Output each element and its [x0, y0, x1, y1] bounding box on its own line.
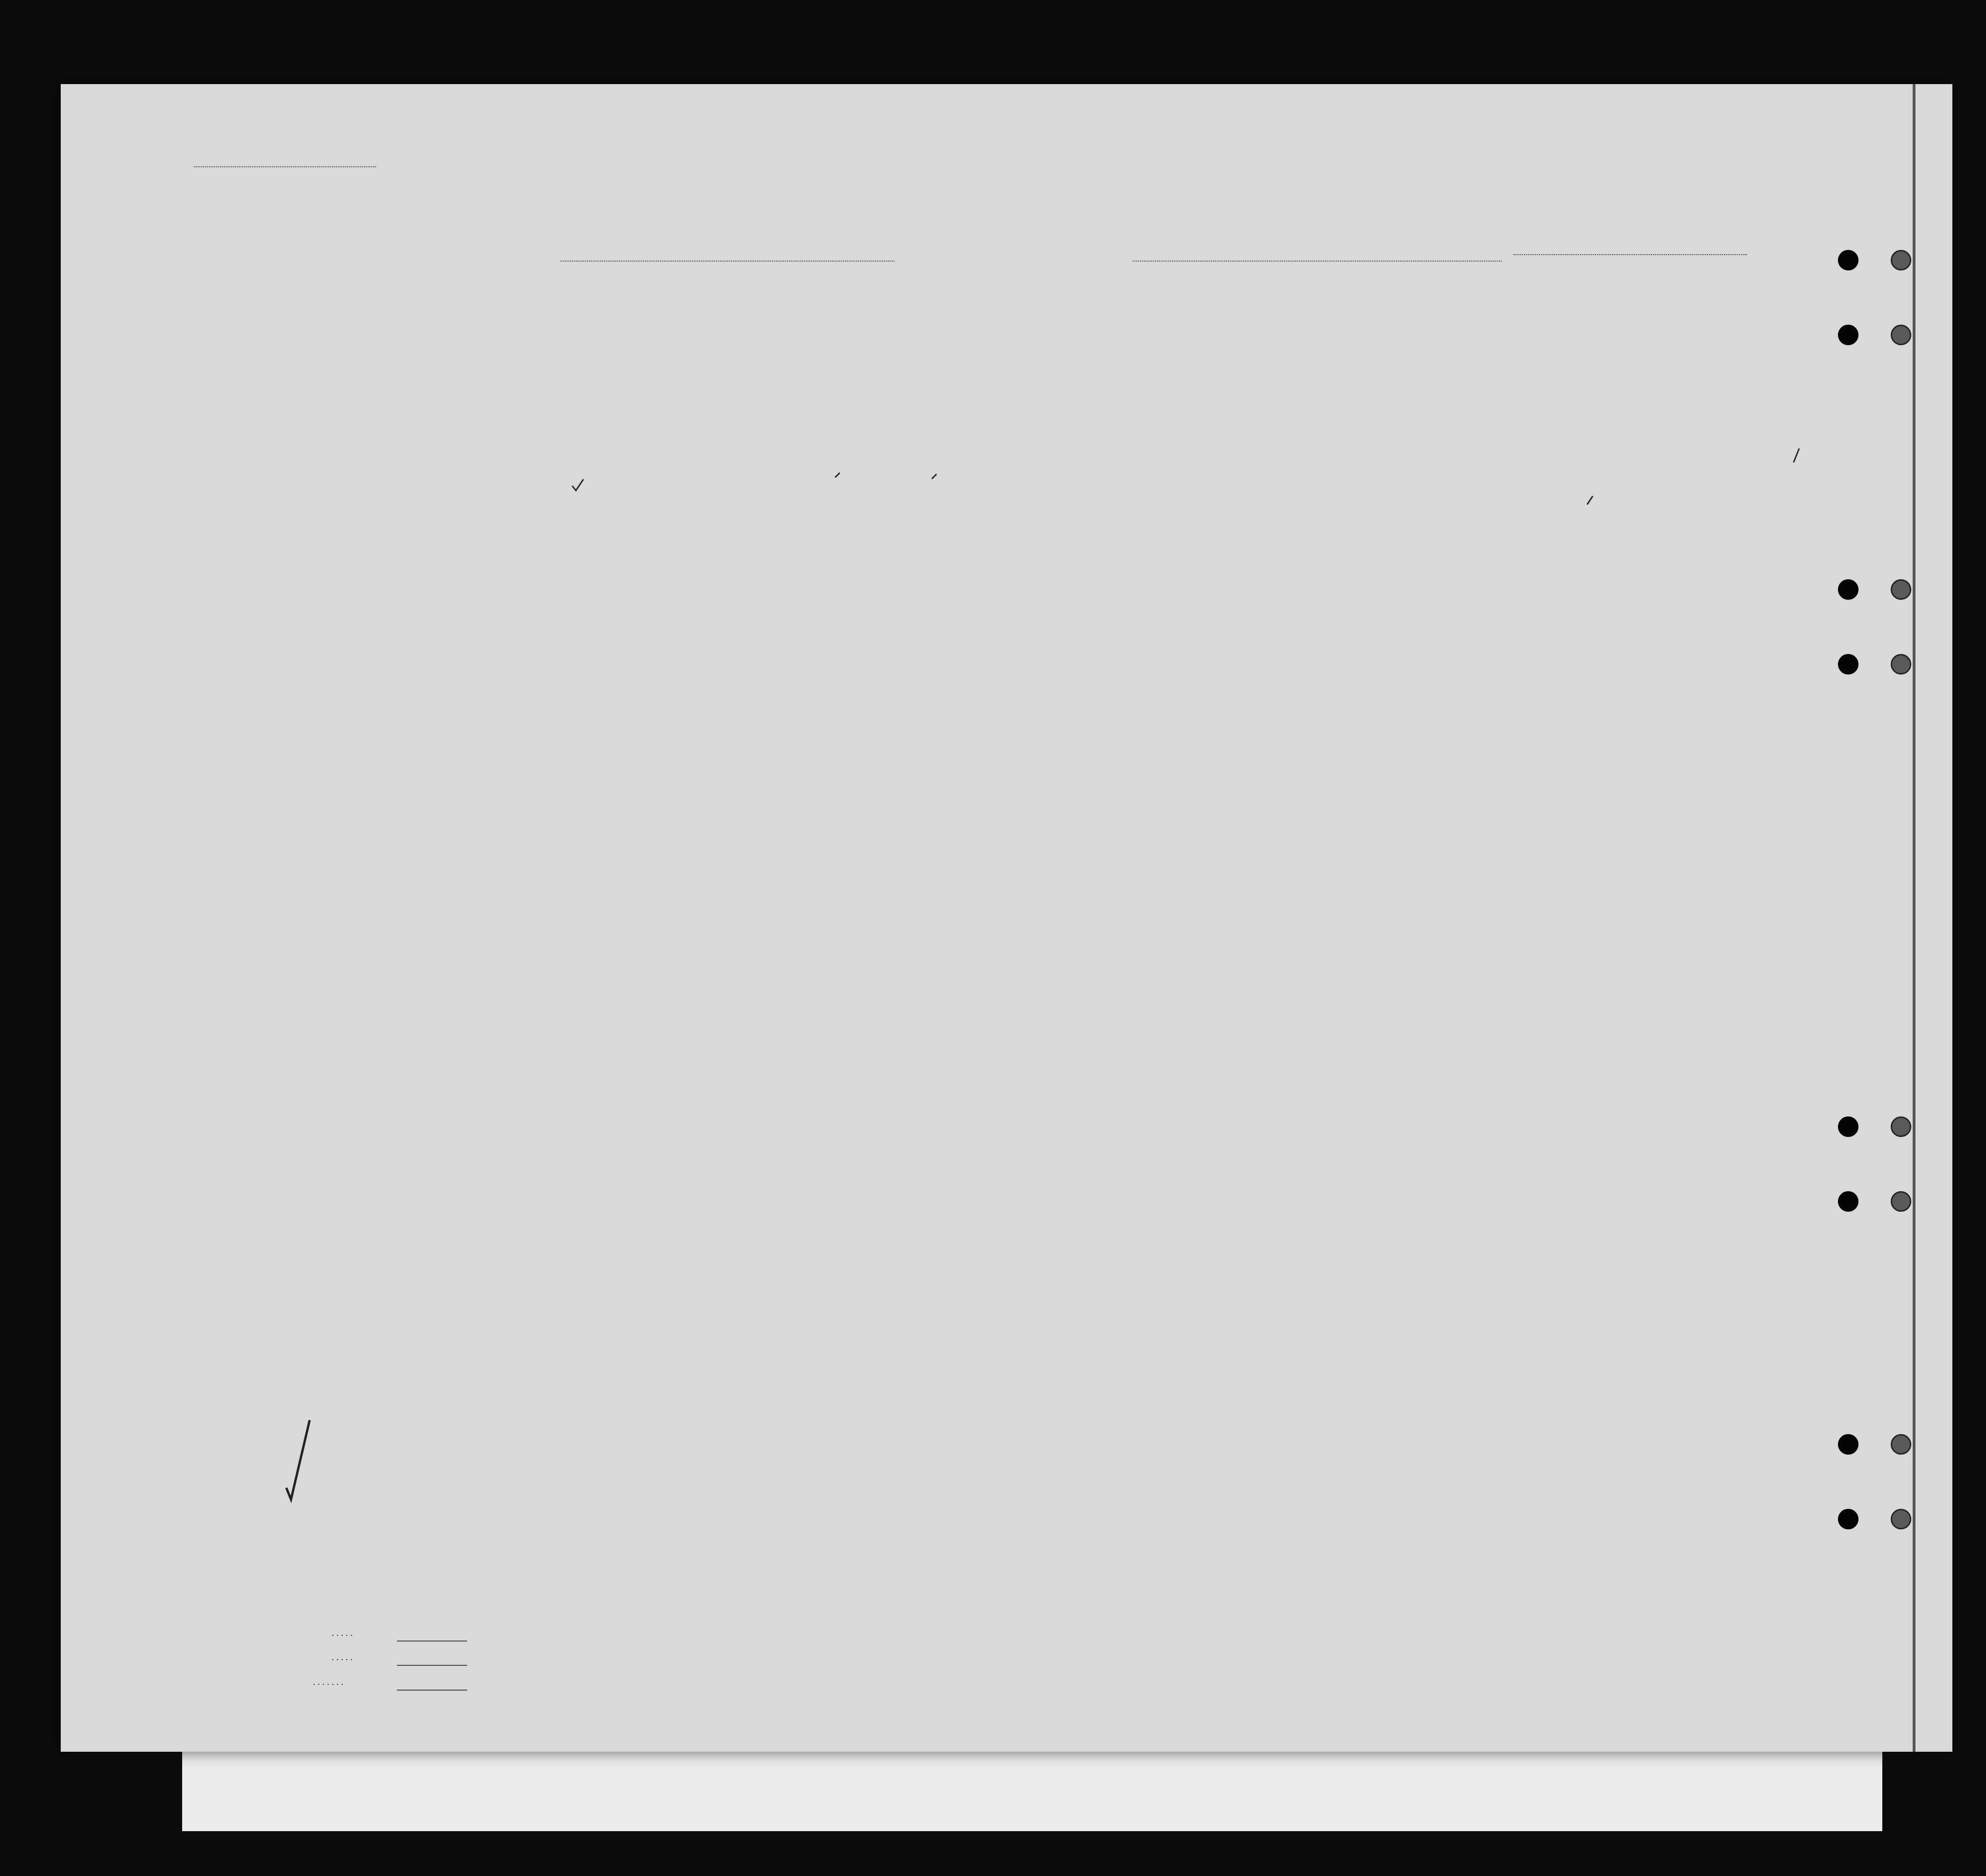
- punch-hole: [1838, 1116, 1858, 1137]
- punch-hole: [1838, 579, 1858, 600]
- sheet-fold: [1913, 84, 1915, 1752]
- punch-hole: [1838, 1191, 1858, 1212]
- total-passengers-dots: . . . . .: [332, 1628, 353, 1638]
- aliens-dots: . . . . . . .: [313, 1677, 343, 1687]
- punch-hole: [1838, 1434, 1858, 1455]
- punch-hole: [1891, 1434, 1911, 1455]
- total-passengers-line: [397, 1641, 467, 1642]
- us-citizens-dots: . . . . .: [332, 1652, 353, 1663]
- manifest-sheet: [61, 84, 1952, 1752]
- punch-hole: [1838, 250, 1858, 270]
- punch-hole: [1891, 325, 1911, 345]
- punch-hole: [1891, 579, 1911, 600]
- punch-hole: [1891, 1509, 1911, 1529]
- punch-hole: [1838, 1509, 1858, 1529]
- aliens-line: [397, 1690, 467, 1691]
- punch-hole: [1891, 250, 1911, 270]
- punch-hole: [1838, 325, 1858, 345]
- us-citizens-line: [397, 1665, 467, 1666]
- manifest-grid: [61, 84, 1952, 1752]
- punch-hole: [1838, 654, 1858, 675]
- punch-hole: [1891, 654, 1911, 675]
- punch-hole: [1891, 1116, 1911, 1137]
- punch-hole: [1891, 1191, 1911, 1212]
